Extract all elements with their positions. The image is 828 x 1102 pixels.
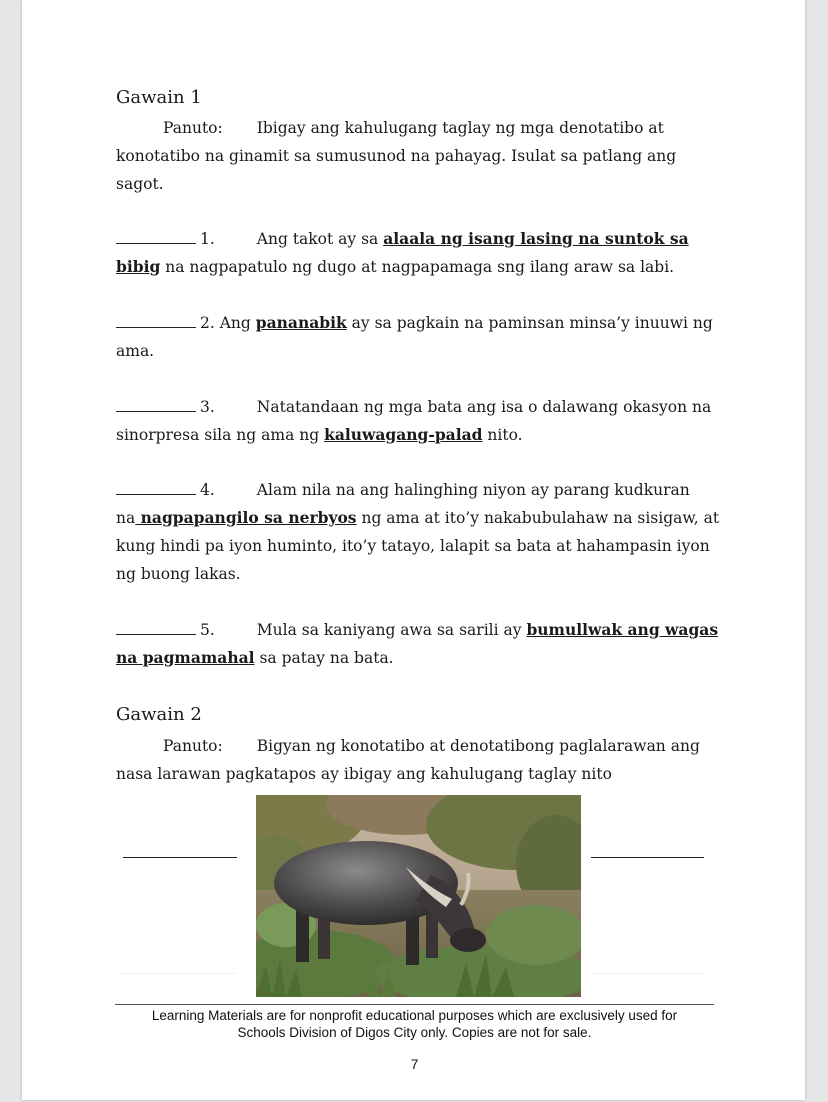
- item-text: Ang: [214, 314, 256, 332]
- item-text: na nagpapatulo ng dugo at nagpapamaga sng ilang araw sa labi.: [160, 258, 675, 276]
- item-3-line-2: [116, 421, 523, 449]
- faint-line-right: [592, 973, 704, 974]
- item-text: Natatandaan ng mga bata ang isa o dalawang okasyon na: [256, 398, 712, 416]
- item-4-line-3: kung hindi pa iyon huminto, ito’y tatayo, lalapit sa bata at hahampasin iyon: [116, 537, 710, 555]
- footer-line-1: Learning Materials are for nonprofit educational purposes which are exclusively used for: [151, 1008, 678, 1023]
- underlined-phrase: alaala ng isang lasing na suntok sa: [383, 229, 689, 248]
- item-number: 2.: [200, 314, 215, 332]
- item-2-line-1: [116, 309, 713, 337]
- underlined-phrase: kaluwagang-palad: [324, 425, 483, 444]
- item-1-line-2: [116, 253, 674, 281]
- panuto-text-1: Bigyan ng konotatibo at denotatibong paglalarawan ang: [256, 737, 700, 755]
- answer-blank-4[interactable]: [116, 476, 196, 495]
- gawain1-heading: Gawain 1: [116, 87, 202, 108]
- item-number: 1.: [200, 230, 215, 248]
- underlined-phrase: nagpapangilo sa nerbyos: [135, 508, 357, 527]
- item-text: ay sa pagkain na paminsan minsa’y inuuwi ng: [346, 314, 713, 332]
- item-2-line-2: ama.: [116, 342, 155, 360]
- item-text: ng ama at ito’y nakabubulahaw na sisigaw, at: [356, 509, 720, 527]
- answer-blank-3[interactable]: [116, 393, 196, 412]
- answer-blank-1[interactable]: [116, 225, 196, 244]
- carabao-illustration: [256, 795, 581, 997]
- item-text: Ang takot ay sa: [256, 230, 384, 248]
- item-1-line-1: [116, 225, 689, 253]
- gawain2-heading: Gawain 2: [116, 704, 202, 725]
- answer-line-right[interactable]: [591, 857, 704, 858]
- panuto-text-1: Ibigay ang kahulugang taglay ng mga denotatibo at: [256, 119, 664, 137]
- gawain2-panuto: [163, 732, 700, 760]
- panuto-text-3: sagot.: [116, 175, 164, 193]
- item-text: sinorpresa sila ng ama ng: [116, 426, 325, 444]
- underlined-phrase: pananabik: [255, 313, 347, 332]
- item-text: Mula sa kaniyang awa sa sarili ay: [256, 621, 527, 639]
- panuto-label: Panuto:: [163, 119, 223, 137]
- panuto-label: Panuto:: [163, 737, 223, 755]
- page-number: 7: [410, 1056, 419, 1072]
- item-text: nito.: [482, 426, 523, 444]
- panuto-text-2: nasa larawan pagkatapos ay ibigay ang kahulugang taglay nito: [116, 765, 612, 783]
- footer-line-2: Schools Division of Digos City only. Copies are not for sale.: [237, 1025, 592, 1040]
- item-4-line-4: ng buong lakas.: [116, 565, 241, 583]
- item-4-line-1: [116, 476, 690, 504]
- footer-notice: [115, 1007, 714, 1041]
- item-text: Alam nila na ang halinghing niyon ay parang kudkuran: [256, 481, 690, 499]
- answer-blank-5[interactable]: [116, 616, 196, 635]
- item-text: sa patay na bata.: [254, 649, 394, 667]
- carabao-photo: [256, 795, 581, 997]
- footer-divider: [115, 1004, 714, 1005]
- item-3-line-1: [116, 393, 711, 421]
- panuto-text-2: konotatibo na ginamit sa sumusunod na pahayag. Isulat sa patlang ang: [116, 147, 677, 165]
- gawain1-panuto: [163, 114, 664, 142]
- item-number: 4.: [200, 481, 215, 499]
- faint-line-left: [120, 973, 235, 974]
- answer-line-left[interactable]: [123, 857, 237, 858]
- item-4-line-2: [116, 504, 719, 532]
- underlined-phrase: bumullwak ang wagas: [526, 620, 719, 639]
- item-text: na: [116, 509, 136, 527]
- item-number: 5.: [200, 621, 215, 639]
- item-5-line-1: [116, 616, 718, 644]
- answer-blank-2[interactable]: [116, 309, 196, 328]
- item-5-line-2: [116, 644, 394, 672]
- item-number: 3.: [200, 398, 215, 416]
- underlined-phrase: na pagmamahal: [116, 648, 255, 667]
- underlined-phrase: bibig: [116, 257, 161, 276]
